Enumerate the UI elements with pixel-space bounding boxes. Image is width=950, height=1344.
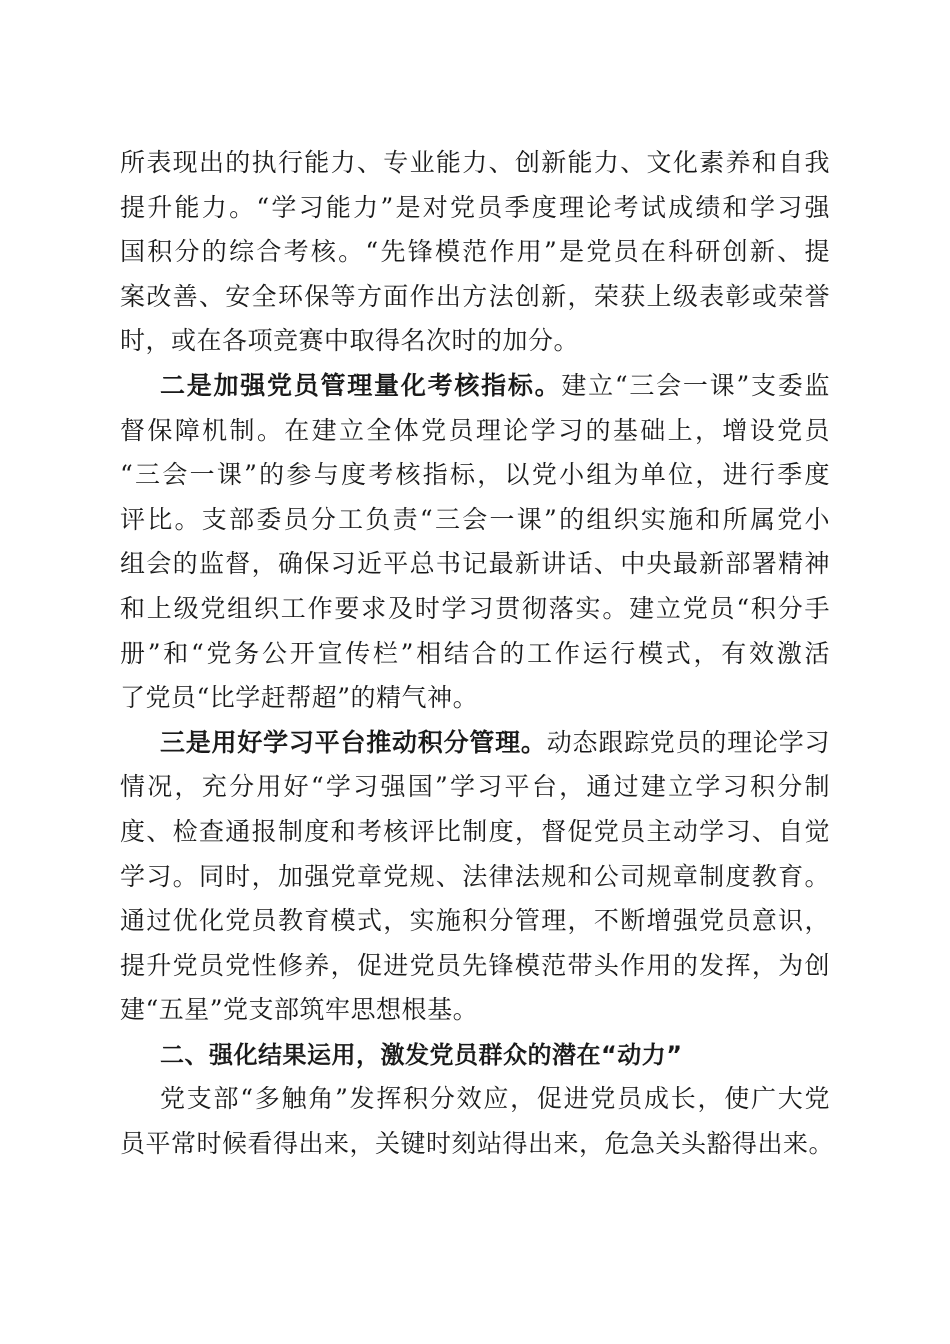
text-line: 通过优化党员教育模式，实施积分管理，不断增强党员意识， — [120, 906, 830, 936]
paragraph-lead: 三是用好学习平台推动积分管理。 — [160, 727, 547, 757]
text-run: 建立“三会一课”支委监 — [561, 370, 830, 400]
text-line: 和上级党组织工作要求及时学习贯彻落实。建立党员“积分手 — [120, 593, 830, 623]
text-line — [120, 721, 830, 766]
text-line: 组会的监督，确保习近平总书记最新讲话、中央最新部署精神 — [120, 549, 830, 579]
text-line: 了党员“比学赶帮超”的精气神。 — [120, 683, 479, 713]
text-line: 员平常时候看得出来，关键时刻站得出来，危急关头豁得出来。 — [120, 1129, 835, 1159]
heading-text: 二、强化结果运用，激发党员群众的潜在“动力” — [160, 1040, 683, 1069]
paragraph-1 — [120, 141, 830, 364]
paragraph-4 — [120, 1077, 835, 1166]
document-page — [120, 141, 835, 1167]
text-line: “三会一课”的参与度考核指标，以党小组为单位，进行季度 — [120, 460, 830, 490]
paragraph-2 — [120, 364, 830, 721]
text-line: 提升党员党性修养，促进党员先锋模范带头作用的发挥，为创 — [120, 950, 830, 980]
text-line: 督保障机制。在建立全体党员理论学习的基础上，增设党员 — [120, 415, 830, 445]
text-line: 国积分的综合考核。“先锋模范作用”是党员在科研创新、提 — [120, 237, 830, 267]
text-line: 度、检查通报制度和考核评比制度，督促党员主动学习、自觉 — [120, 816, 830, 846]
paragraph-3 — [120, 721, 830, 1033]
text-line: 情况，充分用好“学习强国”学习平台，通过建立学习积分制 — [120, 772, 830, 802]
text-line: 案改善、安全环保等方面作出方法创新，荣获上级表彰或荣誉 — [120, 281, 830, 311]
text-line — [120, 364, 830, 409]
text-line: 提升能力。“学习能力”是对党员季度理论考试成绩和学习强 — [120, 192, 830, 222]
text-line: 学习。同时，加强党章党规、法律法规和公司规章制度教育。 — [120, 861, 830, 891]
text-line: 评比。支部委员分工负责“三会一课”的组织实施和所属党小 — [120, 504, 830, 534]
text-line: 时，或在各项竞赛中取得名次时的加分。 — [120, 326, 580, 356]
paragraph-lead: 二是加强党员管理量化考核指标。 — [160, 370, 562, 400]
text-line: 所表现出的执行能力、专业能力、创新能力、文化素养和自我 — [120, 148, 830, 177]
text-line: 党支部“多触角”发挥积分效应，促进党员成长，使广大党 — [160, 1084, 830, 1114]
text-line: 册”和“党务公开宣传栏”相结合的工作运行模式，有效激活 — [120, 638, 830, 668]
text-run: 动态跟踪党员的理论学习 — [546, 727, 830, 757]
text-line: 建“五星”党支部筑牢思想根基。 — [120, 995, 479, 1025]
section-heading — [120, 1033, 830, 1078]
